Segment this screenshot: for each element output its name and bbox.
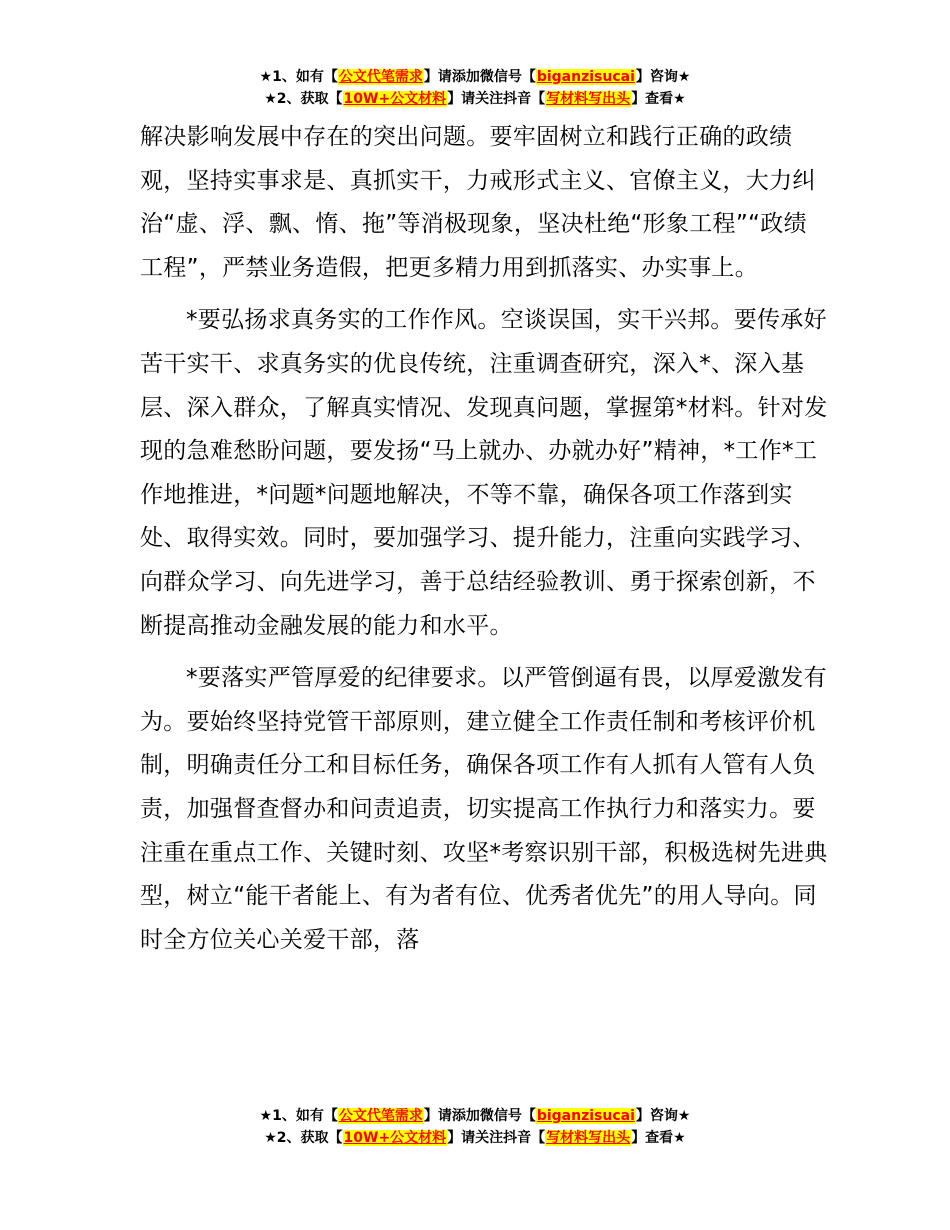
header-line-2-prefix: ★2、获取【 [264,91,343,107]
footer-line-2 [0,1127,950,1149]
header-line-1 [0,66,950,88]
footer-line-1-prefix: ★1、如有【 [259,1108,338,1124]
footer-highlight-douyin: 写材料写出头 [546,1130,631,1146]
header-line-2-middle: 】请关注抖音【 [447,91,546,107]
footer-line-1 [0,1105,950,1127]
footer-highlight-wechat-id: biganzisucai [536,1108,635,1124]
header-line-2-suffix: 】查看★ [631,91,686,107]
footer-banner [0,1105,950,1149]
header-line-2 [0,88,950,110]
header-highlight-materials: 10W+公文材料 [343,91,447,107]
document-body [140,116,830,962]
footer-line-2-suffix: 】查看★ [631,1130,686,1146]
paragraph-1: 解决影响发展中存在的突出问题。要牢固树立和践行正确的政绩观，坚持实事求是、真抓实干，力戒形式主义、官僚主义，大力纠治“虚、浮、飘、惰、拖”等消极现象，坚决杜绝“形象工程”“政绩工程”，严禁业务造假，把更多精力用到抓落实、办实事上。 [140,124,816,281]
header-line-1-prefix: ★1、如有【 [259,69,338,85]
footer-highlight-service: 公文代笔需求 [338,1108,423,1124]
header-highlight-douyin: 写材料写出头 [546,91,631,107]
header-line-1-suffix: 】咨询★ [635,69,691,85]
header-highlight-service: 公文代笔需求 [338,69,423,85]
footer-line-2-middle: 】请关注抖音【 [447,1130,546,1146]
footer-line-2-prefix: ★2、获取【 [264,1130,343,1146]
footer-line-1-suffix: 】咨询★ [635,1108,691,1124]
footer-line-1-middle: 】请添加微信号【 [423,1108,536,1124]
header-line-1-middle: 】请添加微信号【 [423,69,536,85]
header-highlight-wechat-id: biganzisucai [536,69,635,85]
paragraph-2: *要弘扬求真务实的工作作风。空谈误国，实干兴邦。要传承好苦干实干、求真务实的优良传统，注重调查研究，深入*、深入基层、深入群众，了解真实情况、发现真问题，掌握第*材料。针对发现的急难愁盼问题，要发扬“马上就办、办就办好”精神，*工作*工作地推进，*问题*问题地解决，不等不靠，确保各项工作落到实处、取得实效。同时，要加强学习、提升能力，注重向实践学习、向群众学习、向先进学习，善于总结经验教训、勇于探索创新，不断提高推动金融发展的能力和水平。 [140,307,828,639]
paragraph-3: *要落实严管厚爱的纪律要求。以严管倒逼有畏，以厚爱激发有为。要始终坚持党管干部原则，建立健全工作责任制和考核评价机制，明确责任分工和目标任务，确保各项工作有人抓有人管有人负责，加强督查督办和问责追责，切实提高工作执行力和落实力。要注重在重点工作、关键时刻、攻坚*考察识别干部，积极选树先进典型，树立“能干者能上、有为者有位、优秀者优先”的用人导向。同时全方位关心关爱干部，落 [140,665,828,953]
footer-highlight-materials: 10W+公文材料 [343,1130,447,1146]
header-banner [0,66,950,110]
